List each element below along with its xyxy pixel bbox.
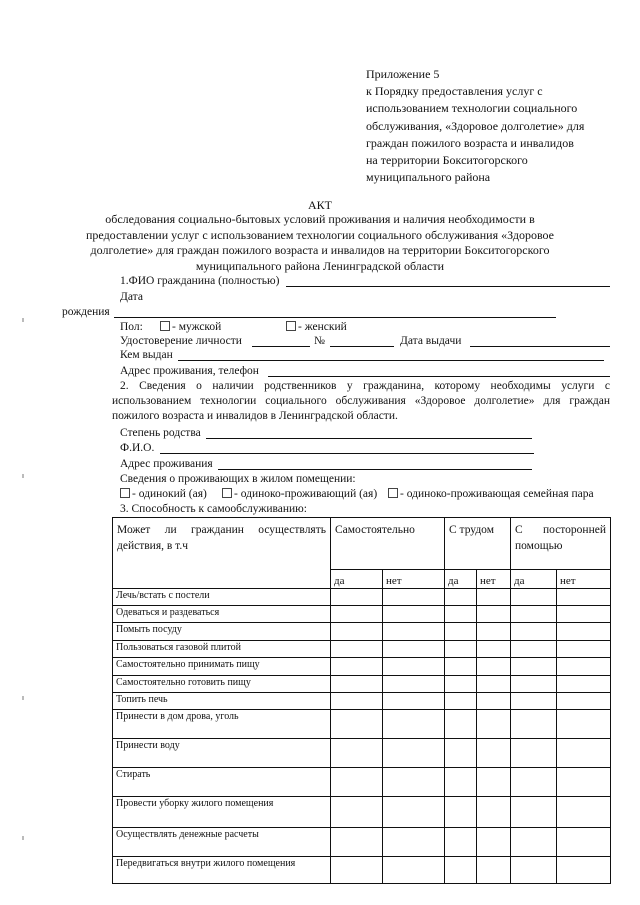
cohabitants-label: Сведения о проживающих в жилом помещении: <box>120 473 356 485</box>
birth-date-field[interactable] <box>114 317 556 318</box>
answer-cell[interactable] <box>331 768 383 797</box>
col-difficulty-header: С трудом <box>445 518 511 570</box>
answer-cell[interactable] <box>445 693 477 710</box>
answer-cell[interactable] <box>383 828 445 857</box>
scan-mark <box>22 474 24 478</box>
answer-cell[interactable] <box>331 857 383 884</box>
answer-cell[interactable] <box>557 693 611 710</box>
option-single-label: - одинокий (ая) <box>132 488 207 500</box>
row-action-label: Одеваться и раздеваться <box>113 606 331 623</box>
answer-cell[interactable] <box>383 768 445 797</box>
answer-cell[interactable] <box>383 623 445 641</box>
act-subtitle-line: обследования социально-бытовых условий проживания и наличия необходимости в <box>105 212 535 226</box>
answer-cell[interactable] <box>557 658 611 676</box>
appendix-header <box>366 66 626 186</box>
table-row <box>113 693 611 710</box>
appendix-line: Приложение 5 <box>366 67 440 81</box>
table-row <box>113 739 611 768</box>
answer-cell[interactable] <box>557 623 611 641</box>
table-row <box>113 658 611 676</box>
section2-text-line: пожилого возраста и инвалидов в Ленинградской области. <box>112 410 398 422</box>
answer-cell[interactable] <box>557 768 611 797</box>
answer-cell[interactable] <box>557 857 611 884</box>
answer-cell[interactable] <box>511 623 557 641</box>
appendix-line: обслуживания, «Здоровое долголетие» для <box>366 118 585 133</box>
answer-cell[interactable] <box>331 797 383 828</box>
answer-cell[interactable] <box>477 768 511 797</box>
table-row <box>113 676 611 693</box>
answer-cell[interactable] <box>511 641 557 658</box>
fio-field[interactable] <box>286 286 610 287</box>
id-series-field[interactable] <box>252 346 310 347</box>
answer-cell[interactable] <box>445 768 477 797</box>
table-row <box>113 641 611 658</box>
answer-cell[interactable] <box>511 606 557 623</box>
scan-mark <box>22 836 24 840</box>
answer-cell[interactable] <box>331 739 383 768</box>
relative-fio-label: Ф.И.О. <box>120 442 155 454</box>
answer-cell[interactable] <box>511 676 557 693</box>
answer-cell[interactable] <box>477 658 511 676</box>
answer-cell[interactable] <box>511 710 557 739</box>
id-label: Удостоверение личности <box>120 335 242 347</box>
answer-cell[interactable] <box>445 828 477 857</box>
no-header: нет <box>477 570 511 589</box>
birth-date-label: Дата <box>120 291 143 303</box>
fio-label: 1.ФИО гражданина (полностью) <box>120 275 280 287</box>
answer-cell[interactable] <box>331 828 383 857</box>
answer-cell[interactable] <box>383 606 445 623</box>
answer-cell[interactable] <box>331 606 383 623</box>
answer-cell[interactable] <box>477 857 511 884</box>
self-care-table <box>112 517 611 884</box>
answer-cell[interactable] <box>557 641 611 658</box>
answer-cell[interactable] <box>557 676 611 693</box>
act-subtitle <box>0 212 640 274</box>
answer-cell[interactable] <box>477 623 511 641</box>
yes-header: да <box>331 570 383 589</box>
table-row <box>113 768 611 797</box>
answer-cell[interactable] <box>383 739 445 768</box>
male-option-label: - мужской <box>172 321 222 333</box>
answer-cell[interactable] <box>557 739 611 768</box>
answer-cell[interactable] <box>445 797 477 828</box>
option-lonely[interactable] <box>222 487 377 501</box>
answer-cell[interactable] <box>477 676 511 693</box>
answer-cell[interactable] <box>383 857 445 884</box>
answer-cell[interactable] <box>477 739 511 768</box>
table-row <box>113 623 611 641</box>
option-couple[interactable] <box>388 487 594 501</box>
row-action-label: Лечь/встать с постели <box>113 589 331 606</box>
row-action-label: Принести воду <box>113 739 331 768</box>
answer-cell[interactable] <box>331 693 383 710</box>
row-action-label: Принести в дом дрова, уголь <box>113 710 331 739</box>
no-header: нет <box>557 570 611 589</box>
question-header: Может ли гражданин осуществлять действия, в т.ч <box>113 518 331 589</box>
yes-header: да <box>445 570 477 589</box>
gender-label: Пол: <box>120 321 143 333</box>
row-action-label: Стирать <box>113 768 331 797</box>
answer-cell[interactable] <box>557 606 611 623</box>
answer-cell[interactable] <box>477 710 511 739</box>
answer-cell[interactable] <box>445 589 477 606</box>
answer-cell[interactable] <box>331 710 383 739</box>
answer-cell[interactable] <box>383 693 445 710</box>
answer-cell[interactable] <box>511 658 557 676</box>
relation-label: Степень родства <box>120 427 201 439</box>
section2-text-line: 2. Сведения о наличии родственников у гражданина, которому необходимы услуги с <box>120 380 610 392</box>
answer-cell[interactable] <box>383 710 445 739</box>
col-help-header: С посторонней помощью <box>511 518 611 570</box>
option-lonely-label: - одиноко-проживающий (ая) <box>234 488 378 500</box>
table-row <box>113 710 611 739</box>
option-single[interactable] <box>120 487 207 501</box>
birth-label: рождения <box>62 306 110 318</box>
col-independent-header: Самостоятельно <box>331 518 445 570</box>
row-action-label: Осуществлять денежные расчеты <box>113 828 331 857</box>
answer-cell[interactable] <box>331 641 383 658</box>
yes-header: да <box>511 570 557 589</box>
answer-cell[interactable] <box>557 797 611 828</box>
row-action-label: Пользоваться газовой плитой <box>113 641 331 658</box>
table-row <box>113 797 611 828</box>
table-row <box>113 606 611 623</box>
issued-by-field[interactable] <box>178 360 604 361</box>
answer-cell[interactable] <box>445 710 477 739</box>
id-number-label: № <box>314 335 325 347</box>
answer-cell[interactable] <box>331 623 383 641</box>
relation-field[interactable] <box>206 438 532 439</box>
answer-cell[interactable] <box>511 797 557 828</box>
female-option-label: - женский <box>298 321 347 333</box>
answer-cell[interactable] <box>511 768 557 797</box>
appendix-line: муниципального района <box>366 170 491 185</box>
issued-by-label: Кем выдан <box>120 349 173 361</box>
answer-cell[interactable] <box>445 641 477 658</box>
answer-cell[interactable] <box>445 676 477 693</box>
address-phone-label: Адрес проживания, телефон <box>120 365 259 377</box>
gender-male-option[interactable] <box>160 320 221 334</box>
answer-cell[interactable] <box>331 589 383 606</box>
answer-cell[interactable] <box>383 676 445 693</box>
option-couple-label: - одиноко-проживающая семейная пара <box>400 488 594 500</box>
answer-cell[interactable] <box>511 693 557 710</box>
table-row <box>113 857 611 884</box>
answer-cell[interactable] <box>331 658 383 676</box>
appendix-line: к Порядку предоставления услуг с <box>366 84 543 99</box>
table-row <box>113 828 611 857</box>
answer-cell[interactable] <box>445 658 477 676</box>
appendix-line: граждан пожилого возраста и инвалидов <box>366 135 574 150</box>
appendix-line: использованием технологии социального <box>366 101 578 116</box>
id-number-field[interactable] <box>330 346 394 347</box>
scan-mark <box>22 696 24 700</box>
relative-fio-field[interactable] <box>160 453 534 454</box>
gender-female-option[interactable] <box>286 320 347 334</box>
row-action-label: Провести уборку жилого помещения <box>113 797 331 828</box>
act-title: АКТ <box>308 198 332 212</box>
relative-address-field[interactable] <box>218 469 532 470</box>
answer-cell[interactable] <box>383 641 445 658</box>
section2-text-line: использованием технологии социального обслуживания «Здоровое долголетие» для граждан <box>112 395 610 407</box>
answer-cell[interactable] <box>331 676 383 693</box>
female-checkbox[interactable] <box>286 321 296 331</box>
act-subtitle-line: долголетие» для граждан пожилого возраста и инвалидов на территории Бокситогорского <box>90 243 550 257</box>
couple-checkbox[interactable] <box>388 488 398 498</box>
answer-cell[interactable] <box>477 797 511 828</box>
answer-cell[interactable] <box>477 589 511 606</box>
answer-cell[interactable] <box>557 589 611 606</box>
act-subtitle-line: муниципального района Ленинградской области <box>195 258 445 273</box>
section3-label: 3. Способность к самообслуживанию: <box>120 503 307 515</box>
issue-date-label: Дата выдачи <box>400 335 462 347</box>
answer-cell[interactable] <box>511 857 557 884</box>
answer-cell[interactable] <box>383 658 445 676</box>
answer-cell[interactable] <box>383 797 445 828</box>
answer-cell[interactable] <box>477 641 511 658</box>
answer-cell[interactable] <box>477 606 511 623</box>
answer-cell[interactable] <box>445 857 477 884</box>
male-checkbox[interactable] <box>160 321 170 331</box>
issue-date-field[interactable] <box>470 346 610 347</box>
row-action-label: Помыть посуду <box>113 623 331 641</box>
address-phone-field[interactable] <box>268 376 610 377</box>
act-subtitle-line: предоставлении услуг с использованием технологии социального обслуживания «Здоровое <box>85 227 554 242</box>
answer-cell[interactable] <box>557 828 611 857</box>
row-action-label: Самостоятельно готовить пищу <box>113 676 331 693</box>
appendix-line: на территории Бокситогорского <box>366 153 528 168</box>
row-action-label: Самостоятельно принимать пищу <box>113 658 331 676</box>
answer-cell[interactable] <box>511 589 557 606</box>
answer-cell[interactable] <box>477 828 511 857</box>
answer-cell[interactable] <box>511 739 557 768</box>
lonely-checkbox[interactable] <box>222 488 232 498</box>
answer-cell[interactable] <box>511 828 557 857</box>
answer-cell[interactable] <box>557 710 611 739</box>
relative-address-label: Адрес проживания <box>120 458 213 470</box>
row-action-label: Передвигаться внутри жилого помещения <box>113 857 331 884</box>
scan-mark <box>22 318 24 322</box>
table-row <box>113 589 611 606</box>
answer-cell[interactable] <box>445 606 477 623</box>
row-action-label: Топить печь <box>113 693 331 710</box>
answer-cell[interactable] <box>445 739 477 768</box>
answer-cell[interactable] <box>477 693 511 710</box>
answer-cell[interactable] <box>445 623 477 641</box>
answer-cell[interactable] <box>383 589 445 606</box>
no-header: нет <box>383 570 445 589</box>
single-checkbox[interactable] <box>120 488 130 498</box>
